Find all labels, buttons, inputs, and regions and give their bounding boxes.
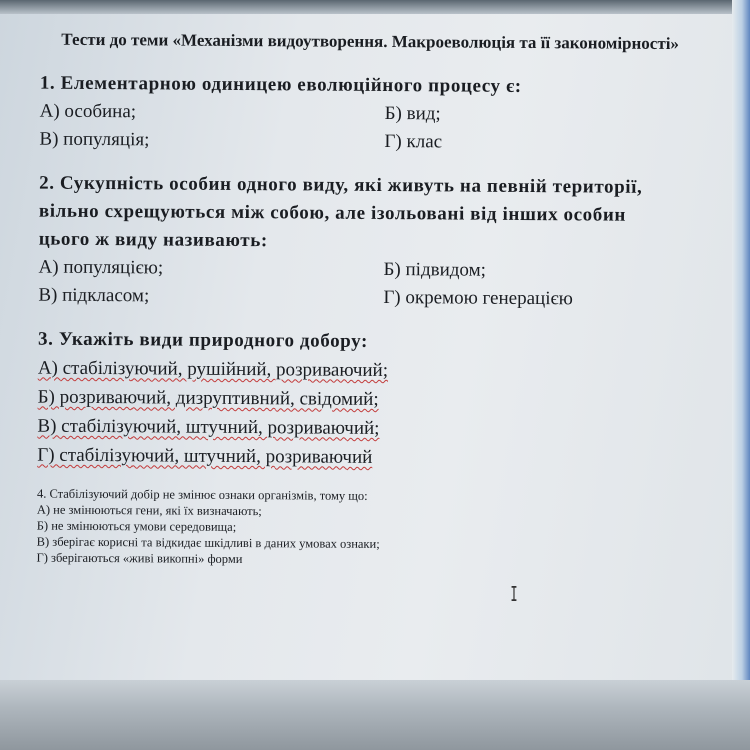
document-title: Тести до теми «Механізми видоутворення. Макроеволюція та її закономірності» [61,29,680,54]
answer-option: В) зберігає корисні та відкидає шкідливі в даних умовах ознаки; [36,534,380,551]
question-1-options [39,98,729,159]
answer-option: А) особина; [39,100,137,123]
question-2-options [38,254,728,315]
question-1 [39,70,730,159]
answer-option: Б) не змінюються умови середовища; [36,518,237,534]
answer-option: Г) окремою генерацією [383,287,573,310]
answer-option: Г) зберігаються «живі викопні» форми [36,550,243,567]
question-3 [37,326,728,475]
window-right-edge [732,0,750,750]
text-cursor-ibeam-icon: I [510,582,518,606]
window-top-edge [0,0,750,14]
question-2 [38,170,729,315]
question-1-text: 1. Елементарною одиницею еволюційного процесу є: [39,72,522,97]
answer-option: Б) підвидом; [383,259,486,281]
answer-option: А) стабілізуючий, рушійний, розриваючий; [37,357,389,382]
question-4 [36,486,727,571]
document-page[interactable] [36,28,730,673]
answer-option: А) не змінюються гени, які їх визначають; [36,502,262,519]
answer-option: В) популяція; [39,128,150,151]
answer-option: В) стабілізуючий, штучний, розриваючий; [37,415,380,439]
answer-option: Г) клас [384,131,443,153]
answer-option: Г) стабілізуючий, штучний, розриваючий [37,444,373,468]
answer-option: Б) розриваючий, дизруптивний, свідомий; [37,386,379,410]
answer-option: А) популяцією; [38,256,164,279]
window-bottom-frame [0,680,750,750]
answer-option: В) підкласом; [38,284,150,307]
answer-option: Б) вид; [384,103,441,125]
question-4-text: 4. Стабілізуючий добір не змінює ознаки організмів, тому що: [36,486,368,503]
question-3-text: 3. Укажіть види природного добору: [37,328,368,352]
question-2-text: 2. Сукупність особин одного виду, які живуть на певній території, вільно схрещуються між собою, але ізольовані від інших особин цього ж виду називають: [38,172,643,252]
